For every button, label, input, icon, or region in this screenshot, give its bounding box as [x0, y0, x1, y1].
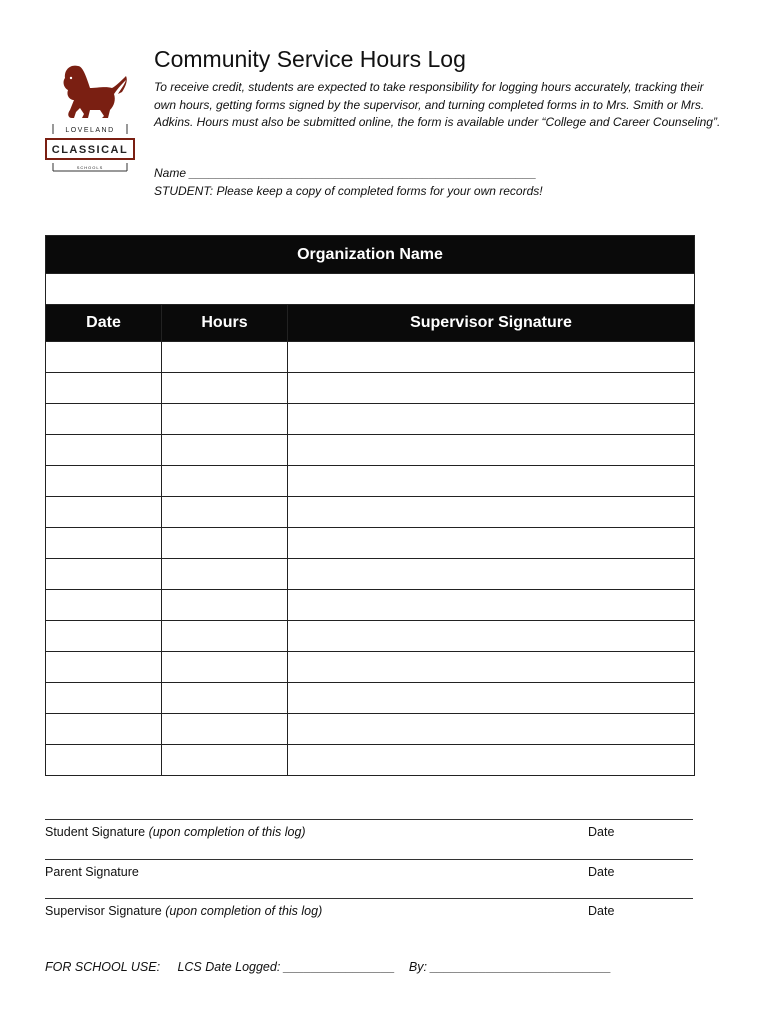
- supervisor-signature-cell[interactable]: [288, 745, 695, 776]
- date-cell[interactable]: [46, 714, 162, 745]
- supervisor-signature-cell[interactable]: [288, 373, 695, 404]
- logo-main-text: CLASSICAL: [51, 144, 129, 156]
- logo-top-text: LOVELAND: [65, 127, 115, 134]
- intro-paragraph: To receive credit, students are expected to take responsibility for logging hours accurately, tracking their own hours, getting forms signed by the supervisor, and turning completed forms in to Mrs. Smith or Mrs. Adkins. Hours must also be submitted online, the form is available under “College and Career Counseling”.: [154, 80, 721, 129]
- table-row: [46, 652, 695, 683]
- hours-log-table: [45, 235, 695, 776]
- supervisor-signature-cell[interactable]: [288, 404, 695, 435]
- hours-column-header: Hours: [162, 305, 288, 342]
- table-row: [46, 497, 695, 528]
- supervisor-signature-cell[interactable]: [288, 497, 695, 528]
- table-row: [46, 714, 695, 745]
- supervisor-signature-label: Supervisor Signature: [45, 904, 162, 918]
- parent-signature-block[interactable]: [45, 859, 693, 879]
- supervisor-signature-cell[interactable]: [288, 559, 695, 590]
- student-signature-date-label: Date: [588, 825, 615, 839]
- organization-name-header: Organization Name: [46, 236, 695, 274]
- signature-line: [45, 819, 693, 820]
- student-signature-note: (upon completion of this log): [148, 825, 306, 839]
- lion-logo-icon: [40, 58, 140, 178]
- supervisor-signature-cell[interactable]: [288, 714, 695, 745]
- signature-line: [45, 859, 693, 860]
- date-cell[interactable]: [46, 373, 162, 404]
- date-cell[interactable]: [46, 497, 162, 528]
- table-row: [46, 683, 695, 714]
- hours-cell[interactable]: [162, 342, 288, 373]
- name-field[interactable]: Name ____________________________________________________: [154, 166, 537, 180]
- school-use-label: FOR SCHOOL USE:: [45, 960, 161, 974]
- date-cell[interactable]: [46, 466, 162, 497]
- supervisor-signature-date-label: Date: [588, 904, 615, 918]
- supervisor-signature-cell[interactable]: [288, 621, 695, 652]
- supervisor-signature-cell[interactable]: [288, 652, 695, 683]
- hours-cell[interactable]: [162, 497, 288, 528]
- table-row: [46, 590, 695, 621]
- table-row: [46, 745, 695, 776]
- supervisor-signature-cell[interactable]: [288, 528, 695, 559]
- date-cell[interactable]: [46, 590, 162, 621]
- date-cell[interactable]: [46, 559, 162, 590]
- date-cell[interactable]: [46, 745, 162, 776]
- organization-name-field[interactable]: [46, 274, 695, 305]
- parent-signature-label: Parent Signature: [45, 865, 139, 879]
- table-row: [46, 466, 695, 497]
- table-row: [46, 621, 695, 652]
- date-cell[interactable]: [46, 652, 162, 683]
- student-signature-block[interactable]: [45, 819, 693, 839]
- supervisor-signature-cell[interactable]: [288, 342, 695, 373]
- keep-copy-note: STUDENT: Please keep a copy of completed forms for your own records!: [154, 184, 543, 198]
- date-cell[interactable]: [46, 683, 162, 714]
- date-column-header: Date: [46, 305, 162, 342]
- hours-cell[interactable]: [162, 683, 288, 714]
- date-cell[interactable]: [46, 435, 162, 466]
- date-cell[interactable]: [46, 342, 162, 373]
- parent-signature-date-label: Date: [588, 865, 615, 879]
- hours-cell[interactable]: [162, 652, 288, 683]
- supervisor-signature-cell[interactable]: [288, 590, 695, 621]
- hours-cell[interactable]: [162, 466, 288, 497]
- hours-cell[interactable]: [162, 590, 288, 621]
- table-row: [46, 528, 695, 559]
- supervisor-signature-block[interactable]: [45, 898, 693, 918]
- supervisor-signature-cell[interactable]: [288, 683, 695, 714]
- supervisor-signature-cell[interactable]: [288, 466, 695, 497]
- date-logged-field[interactable]: LCS Date Logged: ________________: [177, 960, 396, 974]
- table-row: [46, 435, 695, 466]
- signature-line: [45, 898, 693, 899]
- supervisor-signature-column-header: Supervisor Signature: [288, 305, 695, 342]
- log-rows: [46, 342, 695, 776]
- table-row: [46, 342, 695, 373]
- hours-cell[interactable]: [162, 404, 288, 435]
- hours-cell[interactable]: [162, 621, 288, 652]
- table-row: [46, 373, 695, 404]
- hours-cell[interactable]: [162, 559, 288, 590]
- supervisor-signature-note: (upon completion of this log): [165, 904, 323, 918]
- supervisor-signature-cell[interactable]: [288, 435, 695, 466]
- page-title: Community Service Hours Log: [154, 46, 466, 72]
- hours-cell[interactable]: [162, 714, 288, 745]
- hours-cell[interactable]: [162, 745, 288, 776]
- school-logo: [40, 58, 140, 178]
- date-cell[interactable]: [46, 404, 162, 435]
- school-use-footer: [45, 960, 611, 974]
- hours-cell[interactable]: [162, 435, 288, 466]
- table-row: [46, 404, 695, 435]
- date-cell[interactable]: [46, 621, 162, 652]
- logged-by-field[interactable]: By: __________________________: [408, 960, 612, 974]
- hours-cell[interactable]: [162, 528, 288, 559]
- date-cell[interactable]: [46, 528, 162, 559]
- hours-cell[interactable]: [162, 373, 288, 404]
- logo-bottom-text: SCHOOLS: [76, 165, 104, 170]
- student-signature-label: Student Signature: [45, 825, 146, 839]
- table-row: [46, 559, 695, 590]
